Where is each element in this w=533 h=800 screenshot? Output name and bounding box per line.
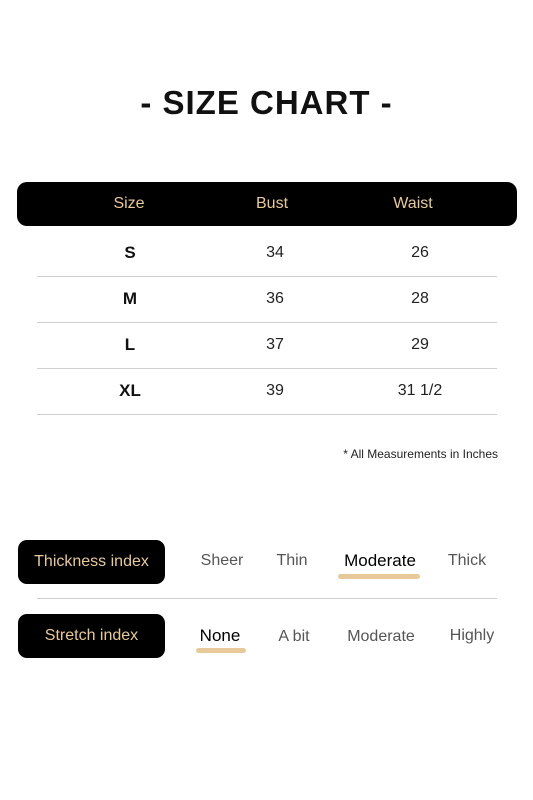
divider	[37, 598, 497, 599]
waist-cell: 31 1/2	[397, 382, 443, 399]
table-header	[17, 182, 517, 226]
stretch-selected-underline	[196, 648, 246, 653]
thickness-option-thick: Thick	[447, 552, 487, 569]
table-row	[37, 230, 497, 277]
measurement-note: * All Measurements in Inches	[343, 447, 498, 461]
page-title: - SIZE CHART -	[140, 84, 393, 121]
size-cell: L	[124, 335, 136, 354]
stretch-option-highly: Highly	[449, 627, 495, 644]
size-cell: S	[124, 243, 136, 262]
table-row	[37, 322, 497, 369]
bust-cell: 34	[266, 244, 284, 261]
thickness-option-moderate: Moderate	[344, 551, 416, 570]
bust-cell: 37	[266, 336, 284, 353]
thickness-option-sheer: Sheer	[200, 552, 244, 569]
bust-cell: 39	[266, 382, 284, 399]
header-waist: Waist	[393, 195, 433, 212]
header-bust: Bust	[255, 195, 289, 212]
header-size: Size	[113, 195, 145, 212]
thickness-index-label: Thickness index	[18, 540, 165, 584]
waist-cell: 28	[411, 290, 429, 307]
size-cell: M	[122, 289, 138, 308]
stretch-option-none: None	[199, 626, 241, 645]
bust-cell: 36	[266, 290, 284, 307]
stretch-option-a-bit: A bit	[278, 628, 310, 645]
waist-cell: 26	[411, 244, 429, 261]
size-cell: XL	[119, 381, 141, 400]
waist-cell: 29	[411, 336, 429, 353]
table-row	[37, 276, 497, 323]
stretch-index-label: Stretch index	[18, 614, 165, 658]
thickness-option-thin: Thin	[276, 552, 308, 569]
thickness-selected-underline	[338, 574, 420, 579]
table-row	[37, 368, 497, 415]
stretch-option-moderate: Moderate	[347, 628, 415, 645]
